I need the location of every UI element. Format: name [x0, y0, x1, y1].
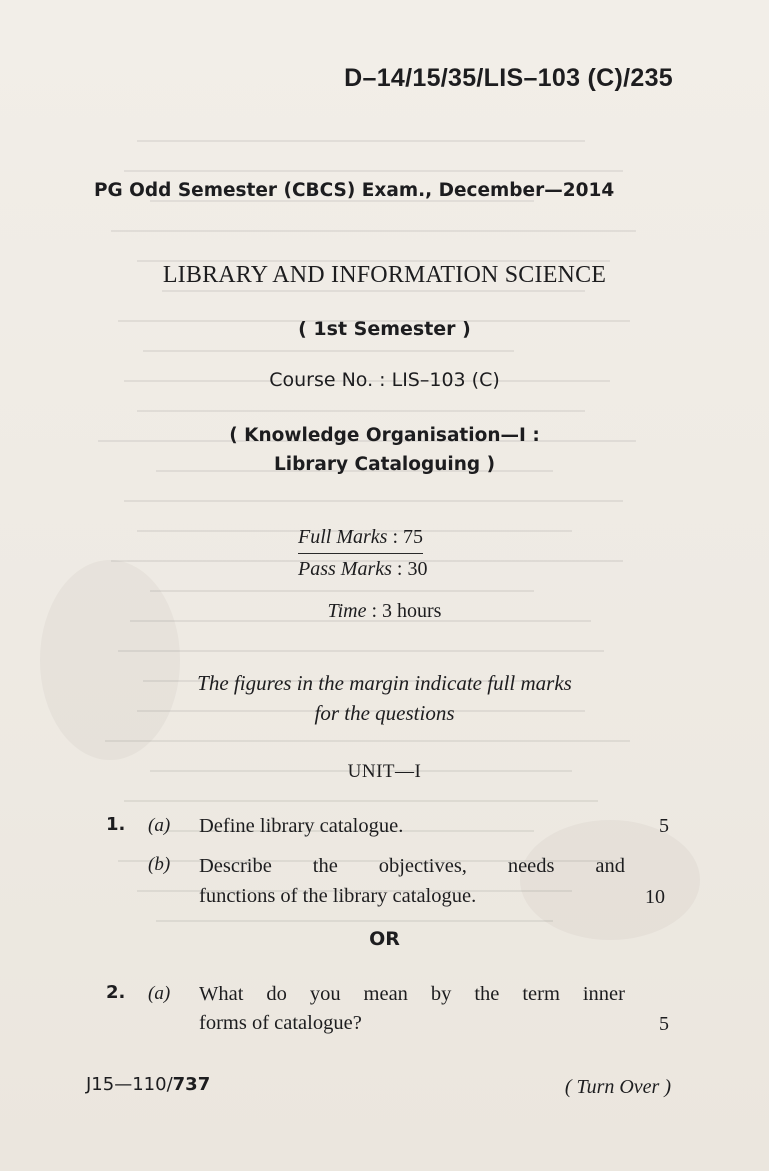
time-value: : 3 hours: [366, 600, 442, 622]
footer-code-prefix: J15—110/: [86, 1074, 173, 1095]
question-2a-marks: 5: [659, 1013, 669, 1035]
turn-over-note: ( Turn Over ): [564, 1076, 671, 1098]
question-1b-line1: Describe the objectives, needs and: [199, 855, 625, 877]
question-2a-line1: What do you mean by the term inner: [199, 983, 625, 1005]
course-number: Course No. : LIS–103 (C): [269, 369, 500, 391]
question-number-2: 2.: [106, 982, 126, 1003]
question-number-1: 1.: [106, 814, 126, 835]
full-marks-value: : 75: [387, 526, 423, 548]
full-marks: [298, 522, 423, 554]
question-1a-label: (a): [148, 815, 171, 836]
instruction-line1: The figures in the margin indicate full marks: [197, 671, 572, 695]
question-1a-text: Define library catalogue.: [199, 815, 404, 837]
question-1a-marks: 5: [659, 815, 669, 837]
question-2a-line2: forms of catalogue?: [199, 1012, 362, 1034]
pass-marks: [298, 554, 427, 584]
pass-marks-value: : 30: [391, 558, 428, 580]
footer-print-code: [86, 1074, 210, 1095]
paper-title-line2: Library Cataloguing ): [273, 454, 496, 475]
exam-title: PG Odd Semester (CBCS) Exam., December—2014: [94, 180, 615, 201]
or-separator: OR: [369, 928, 400, 950]
pass-marks-label: Pass Marks: [298, 558, 392, 580]
footer-code-number: 737: [172, 1074, 211, 1095]
question-1b-label: (b): [148, 854, 171, 875]
time-label: Time: [327, 600, 367, 622]
unit-heading: UNIT—I: [347, 761, 422, 782]
time-allowed: [0, 600, 769, 623]
subject-title: LIBRARY AND INFORMATION SCIENCE: [162, 262, 607, 288]
question-2a-label: (a): [148, 983, 171, 1004]
question-1b-line2: functions of the library catalogue.: [199, 885, 477, 907]
question-1b-marks: 10: [645, 886, 665, 908]
marks-block: [298, 522, 427, 584]
instruction-line2: for the questions: [314, 701, 455, 725]
paper-smudge: [40, 560, 180, 760]
paper-title-line1: ( Knowledge Organisation—I :: [229, 425, 540, 446]
full-marks-label: Full Marks: [298, 526, 388, 548]
semester-label: ( 1st Semester ): [298, 318, 471, 340]
paper-code: D–14/15/35/LIS–103 (C)/235: [344, 64, 673, 92]
